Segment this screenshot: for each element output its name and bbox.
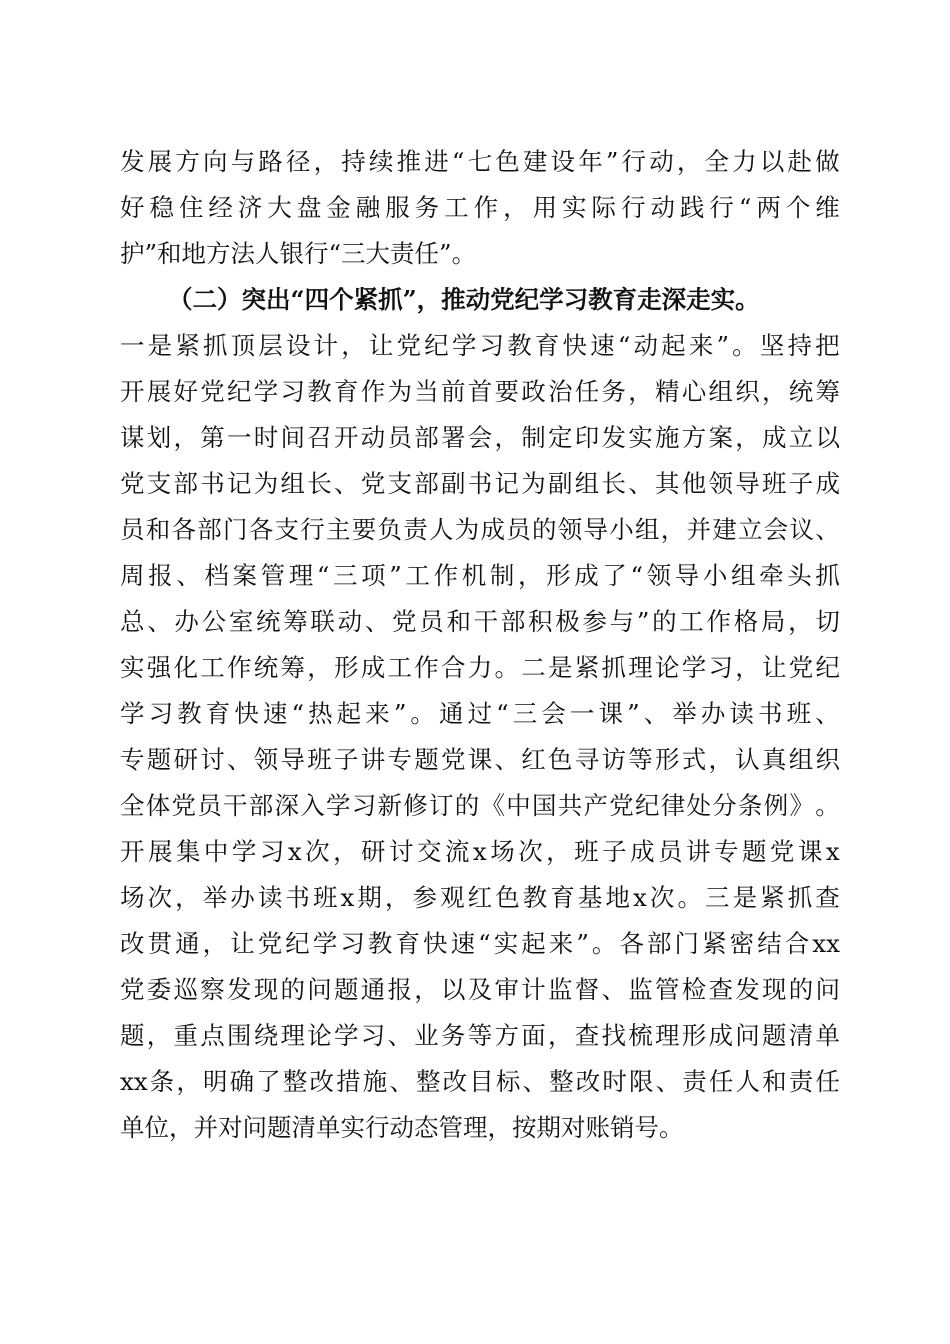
text-line-11: 总 、 办 公 室 统 筹 联 动 、 党 员 和 干 部 积 极 参 与 ” 的 工 作 格 局 ， 切 [120,607,840,636]
text-line-20: 题 ， 重 点 围 绕 理 论 学 习 、 业 务 等 方 面 ， 查 找 梳 理 形 成 问 题 清 单 [120,1021,840,1050]
text-line-12: 实 强 化 工 作 统 筹 ， 形 成 工 作 合 力 。 二 是 紧 抓 理 论 学 习 ， 让 党 纪 [120,653,840,682]
text-line-7: 谋 划 ， 第 一 时 间 召 开 动 员 部 署 会 ， 制 定 印 发 实 施 方 案 ， 成 立 以 [120,423,840,452]
text-line-17: 场 次 ， 举 办 读 书 班 x 期 ， 参 观 红 色 教 育 基 地 x 次 。 三 是 紧 抓 查 [120,883,840,912]
text-line-21: xx 条 ， 明 确 了 整 改 措 施 、 整 改 目 标 、 整 改 时 限 、 责 任 人 和 责 任 [120,1067,840,1096]
text-line-1: 发 展 方 向 与 路 径 ， 持 续 推 进 “ 七 色 建 设 年 ” 行 动 ， 全 力 以 赴 做 [120,147,840,176]
text-line-6: 开 展 好 党 纪 学 习 教 育 作 为 当 前 首 要 政 治 任 务 ， 精 心 组 织 ， 统 筹 [120,377,840,406]
section-heading: （二）突出“四个紧抓”，推动党纪学习教育走深走实。 [168,285,760,314]
text-line-16: 开 展 集 中 学 习 x 次 ， 研 讨 交 流 x 场 次 ， 班 子 成 员 讲 专 题 党 课 x [120,837,840,866]
text-line-14: 专 题 研 讨 、 领 导 班 子 讲 专 题 党 课 、 红 色 寻 访 等 形 式 ， 认 真 组 织 [120,745,840,774]
text-line-15: 全 体 党 员 干 部 深 入 学 习 新 修 订 的 《 中 国 共 产 党 纪 律 处 分 条 例 》 。 [120,791,840,820]
text-line-8: 党 支 部 书 记 为 组 长 、 党 支 部 副 书 记 为 副 组 长 、 其 他 领 导 班 子 成 [120,469,840,498]
text-line-18: 改 贯 通 ， 让 党 纪 学 习 教 育 快 速 “ 实 起 来 ” 。 各 部 门 紧 密 结 合 xx [120,929,840,958]
text-line-3: 护”和地方法人银行“三大责任”。 [120,239,477,268]
text-line-2: 好 稳 住 经 济 大 盘 金 融 服 务 工 作 ， 用 实 际 行 动 践 行 “ 两 个 维 [120,193,840,222]
text-line-10: 周 报 、 档 案 管 理 “ 三 项 ” 工 作 机 制 ， 形 成 了 “ 领 导 小 组 牵 头 抓 [120,561,840,590]
text-line-19: 党 委 巡 察 发 现 的 问 题 通 报 ， 以 及 审 计 监 督 、 监 管 检 查 发 现 的 问 [120,975,840,1004]
text-line-22: 单位，并对问题清单实行动态管理，按期对账销号。 [120,1113,684,1142]
text-line-9: 员 和 各 部 门 各 支 行 主 要 负 责 人 为 成 员 的 领 导 小 组 ， 并 建 立 会 议 、 [120,515,840,544]
text-line-13: 学 习 教 育 快 速 “ 热 起 来 ” 。 通 过 “ 三 会 一 课 ” 、 举 办 读 书 班 、 [120,699,840,728]
text-line-5: 一 是 紧 抓 顶 层 设 计 ， 让 党 纪 学 习 教 育 快 速 “ 动 起 来 ” 。 坚 持 把 [120,331,840,360]
